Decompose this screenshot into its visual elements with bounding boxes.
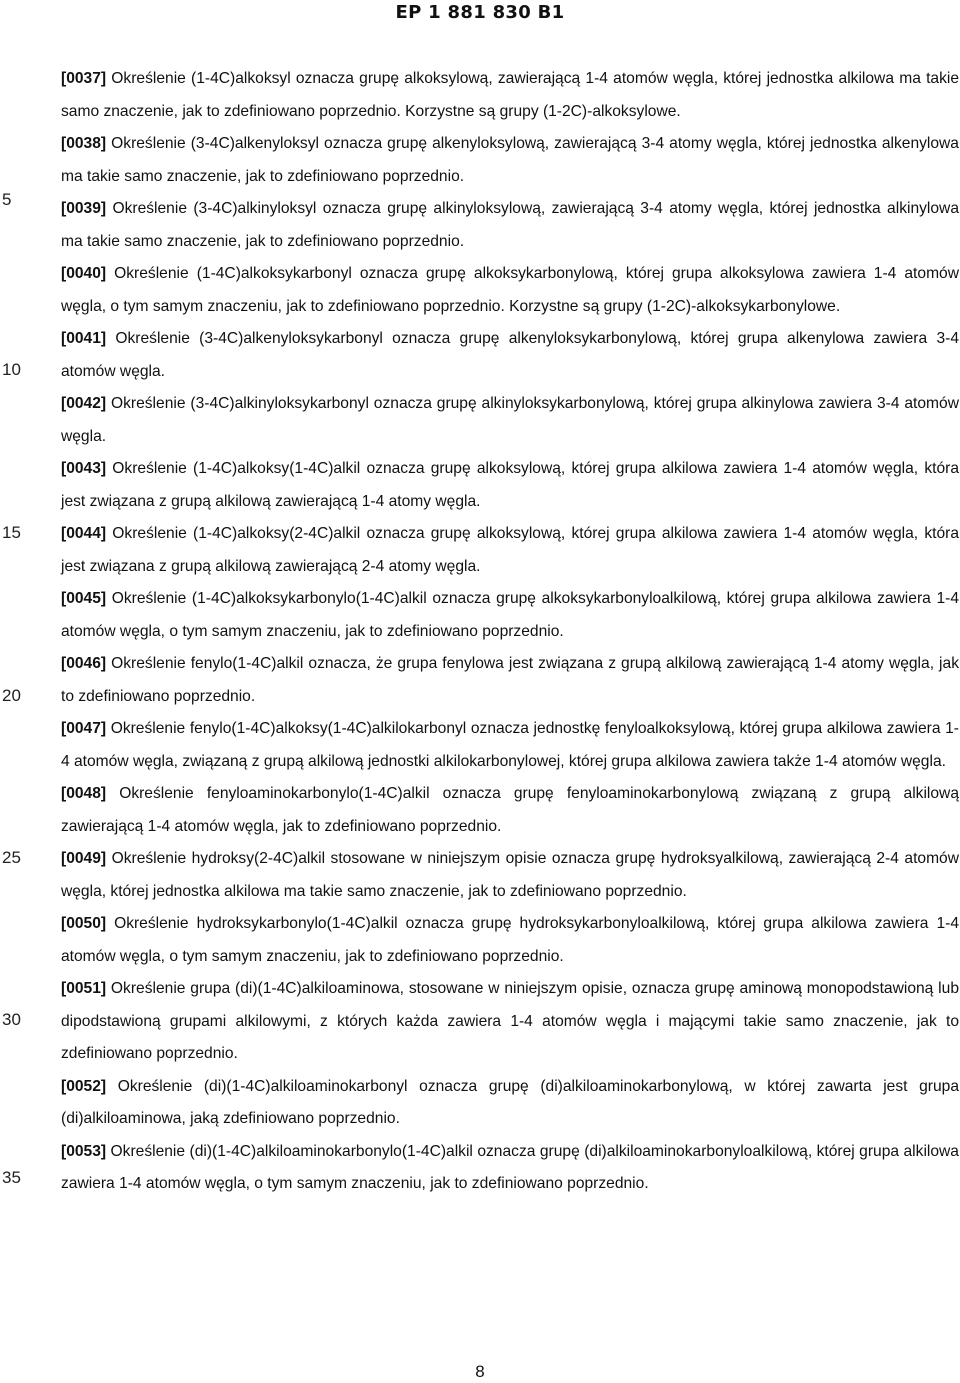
paragraph-0046 bbox=[61, 648, 959, 713]
paragraph-0037 bbox=[61, 63, 959, 128]
paragraph-text: Określenie (1-4C)alkoksyl oznacza grupę alkoksylową, zawierającą 1-4 atomów węgla, której jednostka alkilowa ma takie samo znaczenie, jak to zdefiniowano poprzednio. Korzystne są grupy (1-2C)-alkoksylowe. bbox=[61, 70, 960, 120]
paragraph-text: Określenie fenylo(1-4C)alkil oznacza, że grupa fenylowa jest związana z grupą alkilową zawierającą 1-4 atomy węgla, jak to zdefiniowano poprzednio. bbox=[61, 655, 959, 705]
document-header: EP 1 881 830 B1 bbox=[395, 2, 565, 23]
paragraph-number: [0043] bbox=[61, 460, 107, 477]
paragraph-number: [0041] bbox=[61, 330, 107, 347]
line-number: 20 bbox=[2, 686, 21, 705]
line-number: 10 bbox=[2, 360, 21, 379]
paragraph-number: [0050] bbox=[61, 915, 107, 932]
line-number: 35 bbox=[2, 1168, 21, 1187]
line-number-margin bbox=[0, 0, 40, 1383]
paragraph-text: Określenie hydroksy(2-4C)alkil stosowane w niniejszym opisie oznacza grupę hydroksyalkilową, zawierającą 2-4 atomów węgla, której jednostka alkilowa ma takie samo znaczenie, jak to zdefiniowano poprzednio. bbox=[61, 850, 959, 900]
paragraph-0051 bbox=[61, 973, 959, 1071]
paragraph-number: [0048] bbox=[61, 785, 107, 802]
paragraph-text: Określenie (3-4C)alkenyloksyl oznacza grupę alkenyloksylową, zawierającą 3-4 atomy węgla, której jednostka alkenylowa ma takie samo znaczenie, jak to zdefiniowano poprzednio. bbox=[61, 135, 959, 185]
paragraph-0038 bbox=[61, 128, 959, 193]
paragraph-text: Określenie grupa (di)(1-4C)alkiloaminowa, stosowane w niniejszym opisie, oznacza grupę aminową monopodstawioną lub dipodstawioną grupami alkilowymi, z których każda zawiera 1-4 atomów węgla i mającymi takie samo znaczenie, jak to zdefiniowano poprzednio. bbox=[61, 980, 959, 1062]
paragraph-text: Określenie (1-4C)alkoksykarbonylo(1-4C)alkil oznacza grupę alkoksykarbonyloalkilową, której grupa alkilowa zawiera 1-4 atomów węgla, o tym samym znaczeniu, jak to zdefiniowano poprzednio. bbox=[61, 590, 959, 640]
line-number: 30 bbox=[2, 1010, 21, 1029]
paragraph-text: Określenie (1-4C)alkoksykarbonyl oznacza grupę alkoksykarbonylową, której grupa alkoksylowa zawiera 1-4 atomów węgla, o tym samym znaczeniu, jak to zdefiniowano poprzednio. Korzystne są grupy (1-2C)-alkoksykarbonylowe. bbox=[61, 265, 959, 315]
paragraph-number: [0044] bbox=[61, 525, 107, 542]
paragraph-text: Określenie hydroksykarbonylo(1-4C)alkil oznacza grupę hydroksykarbonyloalkilową, której grupa alkilowa zawiera 1-4 atomów węgla, o tym samym znaczeniu, jak to zdefiniowano poprzednio. bbox=[61, 915, 959, 965]
line-number: 5 bbox=[2, 190, 12, 209]
paragraph-number: [0045] bbox=[61, 590, 107, 607]
document-body bbox=[61, 63, 959, 1201]
paragraph-number: [0038] bbox=[61, 135, 107, 152]
paragraph-number: [0049] bbox=[61, 850, 107, 867]
paragraph-0044 bbox=[61, 518, 959, 583]
line-number: 15 bbox=[2, 523, 21, 542]
paragraph-text: Określenie (di)(1-4C)alkiloaminokarbonyl oznacza grupę (di)alkiloaminokarbonylową, w której zawarta jest grupa (di)alkiloaminowa, jaką zdefiniowano poprzednio. bbox=[61, 1077, 959, 1127]
line-number: 25 bbox=[2, 848, 21, 867]
paragraph-number: [0040] bbox=[61, 265, 107, 282]
paragraph-0049 bbox=[61, 843, 959, 908]
paragraph-text: Określenie fenylo(1-4C)alkoksy(1-4C)alkilokarbonyl oznacza jednostkę fenyloalkoksylową, której grupa alkilowa zawiera 1-4 atomów węgla, związaną z grupą alkilową jednostki alkilokarbonylowej, której grupa alkilowa zawiera także 1-4 atomów węgla. bbox=[61, 720, 959, 770]
paragraph-number: [0052] bbox=[61, 1077, 107, 1095]
paragraph-text: Określenie (3-4C)alkenyloksykarbonyl oznacza grupę alkenyloksykarbonylową, której grupa alkenylowa zawiera 3-4 atomów węgla. bbox=[61, 330, 959, 380]
paragraph-text: Określenie (di)(1-4C)alkiloaminokarbonylo(1-4C)alkil oznacza grupę (di)alkiloaminokarbonyloalkilową, której grupa alkilowa zawiera 1-4 atomów węgla, o tym samym znaczeniu, jak to zdefiniowano poprzednio. bbox=[61, 1142, 959, 1192]
paragraph-number: [0047] bbox=[61, 720, 107, 737]
paragraph-text: Określenie (1-4C)alkoksy(2-4C)alkil oznacza grupę alkoksylową, której grupa alkilowa zawiera 1-4 atomów węgla, która jest związana z grupą alkilową zawierającą 2-4 atomy węgla. bbox=[61, 525, 959, 575]
paragraph-0048 bbox=[61, 778, 959, 843]
paragraph-0050 bbox=[61, 908, 959, 973]
paragraph-0041 bbox=[61, 323, 959, 388]
paragraph-0047 bbox=[61, 713, 959, 778]
paragraph-text: Określenie (3-4C)alkinyloksyl oznacza grupę alkinyloksylową, zawierającą 3-4 atomy węgla, której jednostka alkinylowa ma takie samo znaczenie, jak to zdefiniowano poprzednio. bbox=[61, 200, 959, 250]
paragraph-number: [0053] bbox=[61, 1142, 107, 1160]
page-number: 8 bbox=[475, 1362, 485, 1381]
paragraph-0043 bbox=[61, 453, 959, 518]
paragraph-number: [0037] bbox=[61, 70, 107, 87]
paragraph-0039 bbox=[61, 193, 959, 258]
paragraph-number: [0039] bbox=[61, 200, 107, 217]
paragraph-number: [0042] bbox=[61, 395, 107, 412]
paragraph-0052 bbox=[61, 1071, 959, 1136]
paragraph-text: Określenie fenyloaminokarbonylo(1-4C)alkil oznacza grupę fenyloaminokarbonylową związaną z grupą alkilową zawierającą 1-4 atomów węgla, jak to zdefiniowano poprzednio. bbox=[61, 785, 959, 835]
paragraph-0040 bbox=[61, 258, 959, 323]
paragraph-number: [0051] bbox=[61, 980, 107, 997]
paragraph-0042 bbox=[61, 388, 959, 453]
paragraph-0053 bbox=[61, 1136, 959, 1201]
paragraph-number: [0046] bbox=[61, 655, 107, 672]
paragraph-text: Określenie (1-4C)alkoksy(1-4C)alkil oznacza grupę alkoksylową, której grupa alkilowa zawiera 1-4 atomów węgla, która jest związana z grupą alkilową zawierającą 1-4 atomy węgla. bbox=[61, 460, 959, 510]
paragraph-0045 bbox=[61, 583, 959, 648]
paragraph-text: Określenie (3-4C)alkinyloksykarbonyl oznacza grupę alkinyloksykarbonylową, której grupa alkinylowa zawiera 3-4 atomów węgla. bbox=[61, 395, 959, 445]
